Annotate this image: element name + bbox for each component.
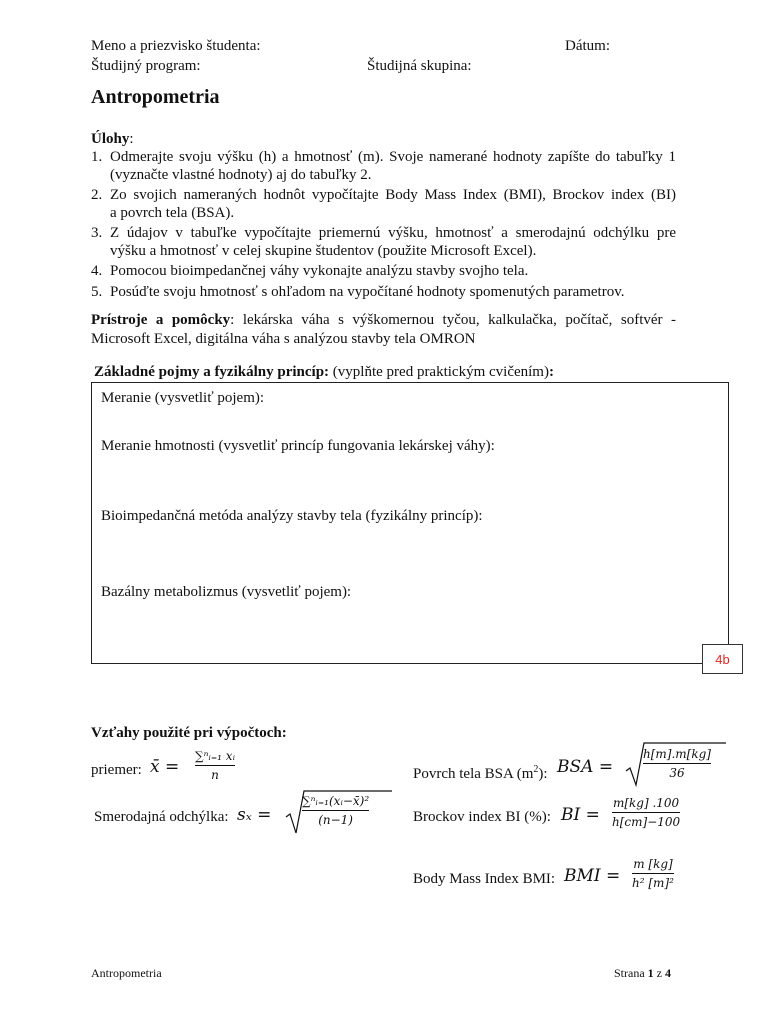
bi-label: Brockov index BI (%): <box>413 809 551 825</box>
question-measurement: Meranie (vysvetliť pojem): <box>101 390 265 406</box>
instruments-label: Prístroje a pomôcky <box>91 312 231 328</box>
fraction-bar <box>632 873 674 874</box>
principles-heading <box>94 363 554 381</box>
page-prefix: Strana <box>614 966 648 980</box>
sd-fraction <box>302 793 369 828</box>
principles-label: Základné pojmy a fyzikálny princíp: <box>94 364 330 380</box>
fraction-bar <box>612 812 680 813</box>
tasks-heading-colon: : <box>129 131 134 147</box>
task-number: 5. <box>91 284 103 300</box>
task-item-5 <box>91 283 676 301</box>
footer-page-number <box>614 966 671 981</box>
page-current: 1 <box>647 966 654 980</box>
bsa-numerator: h[m].m[kg] <box>643 747 711 761</box>
question-basal-metabolism: Bazálny metabolizmus (vysvetliť pojem): <box>101 584 352 600</box>
mean-lhs: x̄ = <box>150 757 180 777</box>
bsa-label <box>413 761 548 783</box>
group-label: Študijná skupina: <box>367 58 472 74</box>
bsa-label-end: ): <box>538 766 548 782</box>
task-text-line: Zo svojich nameraných hodnôt vypočítajte Body Mass Index (BMI), Brockov index (BI) <box>110 187 676 203</box>
task-text-line: Odmerajte svoju výšku (h) a hmotnosť (m). Svoje namerané hodnoty zapíšte do tabuľky 1 <box>110 149 676 165</box>
bmi-denominator: h² [m]² <box>632 876 674 890</box>
sd-numerator: ∑ⁿᵢ₌₁(xᵢ−x̄)² <box>302 794 370 808</box>
bi-numerator: m[kg] .100 <box>612 796 680 810</box>
instruments-text: : lekárska váha s výškomernou tyčou, kalkulačka, počítač, softvér - <box>230 312 676 328</box>
bmi-lhs: BMI = <box>564 866 621 886</box>
task-item-4 <box>91 262 676 280</box>
page-total: 4 <box>664 966 671 980</box>
sd-lhs: sₓ = <box>237 805 272 825</box>
bi-lhs: BI = <box>561 805 600 825</box>
principles-answer-box[interactable] <box>91 382 729 664</box>
tasks-heading <box>91 130 134 148</box>
bi-fraction <box>612 795 680 830</box>
question-bioimpedance: Bioimpedančná metóda analýzy stavby tela (fyzikálny princíp): <box>101 508 483 524</box>
mean-fraction <box>195 748 235 783</box>
mean-denominator: n <box>211 768 219 782</box>
task-list <box>91 148 676 301</box>
bmi-numerator: m [kg] <box>633 857 673 871</box>
program-label: Študijný program: <box>91 58 201 74</box>
sd-denominator: (n−1) <box>318 813 353 827</box>
mean-numerator: ∑ⁿᵢ₌₁ xᵢ <box>195 749 235 763</box>
bmi-fraction <box>632 856 674 891</box>
task-text-line: Pomocou bioimpedančnej váhy vykonajte analýzu stavby svojho tela. <box>110 263 529 279</box>
tasks-heading-label: Úlohy <box>91 131 130 147</box>
date-label: Dátum: <box>565 38 610 54</box>
task-item-1 <box>91 148 676 184</box>
mean-label: priemer: <box>91 762 142 778</box>
task-text-line: Z údajov v tabuľke vypočítajte priemernú výšku, hmotnosť a smerodajnú odchýlku pre <box>110 225 676 241</box>
fraction-bar <box>195 765 235 766</box>
task-number: 3. <box>91 225 103 241</box>
instruments-line <box>91 311 676 330</box>
task-text-line: výšku a hmotnosť v celej skupine študentov (použite Microsoft Excel). <box>110 243 537 259</box>
page-mid: z <box>653 966 665 980</box>
task-text-line: (vyznačte vlastné hodnoty) aj do tabuľky 2. <box>110 167 372 183</box>
principles-colon: : <box>548 364 554 380</box>
points-badge: 4b <box>702 644 743 674</box>
principles-note: (vyplňte pred praktickým cvičením) <box>329 364 549 380</box>
bsa-denominator: 36 <box>669 766 685 780</box>
task-item-2 <box>91 186 676 222</box>
bsa-label-sup: 2 <box>533 764 539 775</box>
fraction-bar <box>643 763 711 764</box>
question-weight-measurement: Meranie hmotnosti (vysvetliť princíp fungovania lekárskej váhy): <box>101 438 495 454</box>
task-number: 4. <box>91 263 103 279</box>
bmi-label: Body Mass Index BMI: <box>413 871 556 887</box>
task-item-3 <box>91 224 676 260</box>
bi-denominator: h[cm]−100 <box>612 815 681 829</box>
task-number: 1. <box>91 149 103 165</box>
fraction-bar <box>302 810 369 811</box>
instruments-line-2: Microsoft Excel, digitálna váha s analýzou stavby tela OMRON <box>91 331 476 347</box>
bsa-fraction <box>643 746 711 781</box>
page-title: Antropometria <box>91 86 220 108</box>
task-number: 2. <box>91 187 103 203</box>
instruments-paragraph <box>91 311 676 349</box>
task-text-line: a povrch tela (BSA). <box>110 205 235 221</box>
bsa-label-text: Povrch tela BSA (m <box>413 766 534 782</box>
task-text-line: Posúďte svoju hmotnosť s ohľadom na vypočítané hodnoty spomenutých parametrov. <box>110 284 625 300</box>
formulas-heading: Vzťahy použité pri výpočtoch: <box>91 725 287 741</box>
sd-label: Smerodajná odchýlka: <box>94 809 229 825</box>
bsa-lhs: BSA = <box>557 757 614 777</box>
footer-title: Antropometria <box>91 966 162 980</box>
student-name-label: Meno a priezvisko študenta: <box>91 38 261 54</box>
